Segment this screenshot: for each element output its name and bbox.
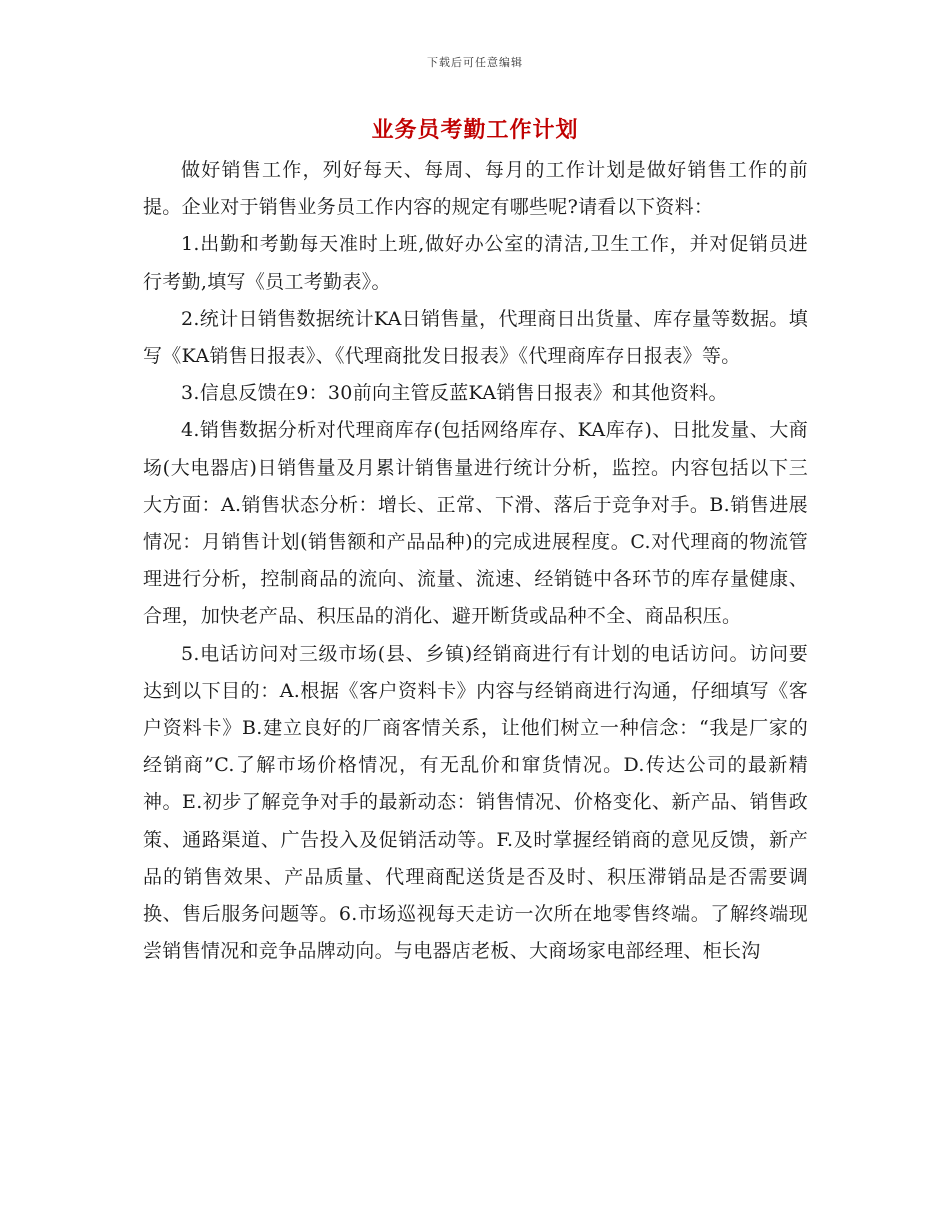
paragraph-intro: 做好销售工作，列好每天、每周、每月的工作计划是做好销售工作的前提。企业对于销售业务员工作内容的规定有哪些呢?请看以下资料： — [143, 159, 808, 219]
paragraph-phone-visits: 5.电话访问对三级市场(县、乡镇)经销商进行有计划的电话访问。访问要达到以下目的：A.根据《客户资料卡》内容与经销商进行沟通，仔细填写《客户资料卡》B.建立良好的厂商客情关系，让他们树立一种信念：“我是厂家的经销商”C.了解市场价格情况，有无乱价和窜货情况。D.传达公司的最新精神。E.初步了解竞争对手的最新动态：销售情况、价格变化、新产品、销售政策、通路渠道、广告投入及促销活动等。F.及时掌握经销商的意见反馈，新产品的销售效果、产品质量、代理商配送货是否及时、积压滞销品是否需要调换、售后服务问题等。6.市场巡视每天走访一次所在地零售终端。了解终端现尝销售情况和竞争品牌动向。与电器店老板、大商场家电部经理、柜长沟 — [143, 642, 808, 963]
paragraph-sales-analysis: 4.销售数据分析对代理商库存(包括网络库存、KA库存)、日批发量、大商场(大电器店)日销售量及月累计销售量进行统计分析，监控。内容包括以下三大方面：A.销售状态分析：增长、正常、下滑、落后于竞争对手。B.销售进展情况：月销售计划(销售额和产品品种)的完成进展程度。C.对代理商的物流管理进行分析，控制商品的流向、流量、流速、经销链中各环节的库存量健康、合理，加快老产品、积压品的消化、避开断货或品种不全、商品积压。 — [143, 419, 808, 628]
document-body — [143, 152, 808, 970]
header-note: 下载后可任意编辑 — [427, 56, 523, 69]
paragraph-daily-stats: 2.统计日销售数据统计KA日销售量，代理商日出货量、库存量等数据。填写《KA销售日报表》、《代理商批发日报表》《代理商库存日报表》等。 — [143, 307, 808, 368]
document-title: 业务员考勤工作计划 — [371, 117, 579, 143]
paragraph-attendance: 1.出勤和考勤每天准时上班,做好办公室的清洁,卫生工作，并对促销员进行考勤,填写《员工考勤表》。 — [143, 233, 808, 293]
paragraph-feedback: 3.信息反馈在9：30前向主管反蓝KA销售日报表》和其他资料。 — [181, 382, 728, 405]
